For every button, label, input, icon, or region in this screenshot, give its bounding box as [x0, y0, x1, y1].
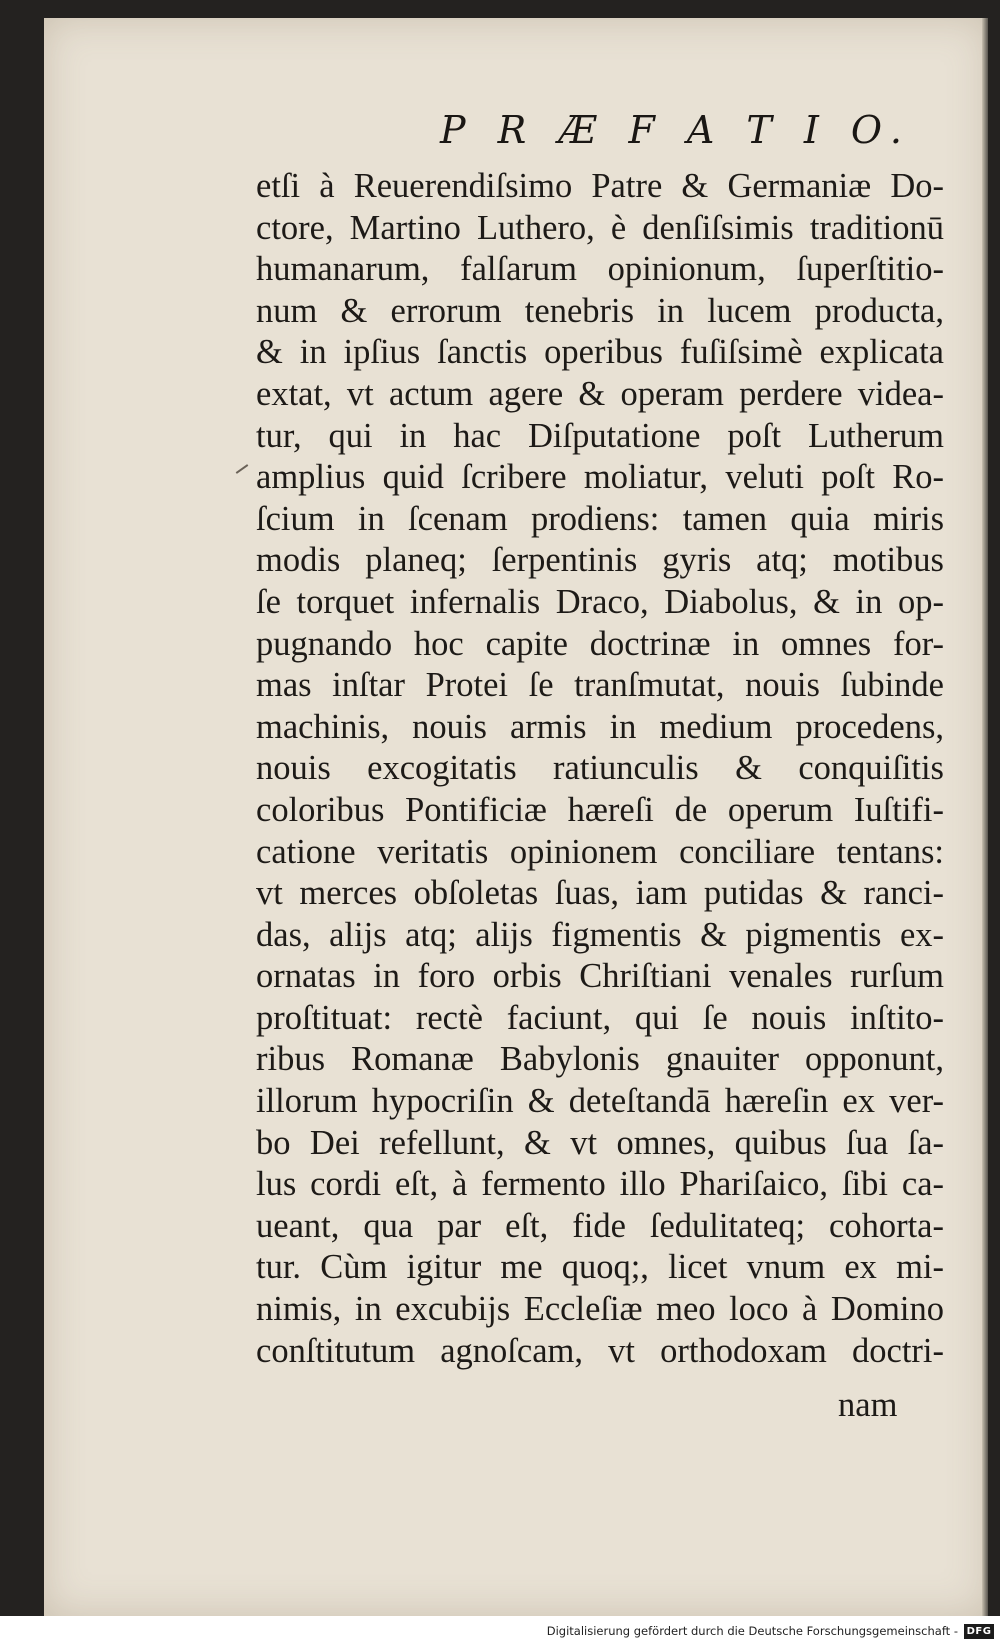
text-line: tur, qui in hac Diſputatione poſt Lutherum — [256, 416, 944, 455]
text-line: das, alijs atq; alijs figmentis & pigmentis ex- — [256, 915, 944, 954]
catchword: nam — [838, 1386, 898, 1424]
text-line: proſtituat: rectè faciunt, qui ſe nouis inſtito- — [256, 998, 944, 1037]
text-line: catione veritatis opinionem conciliare tentans: — [256, 832, 944, 871]
text-line: lus cordi eſt, à fermento illo Phariſaico, ſibi ca- — [256, 1165, 944, 1204]
text-line: ueant, qua par eſt, fide ſedulitateq; cohorta- — [256, 1206, 944, 1245]
text-line: amplius quid ſcribere moliatur, veluti poſt Ro- — [256, 458, 944, 497]
text-line: nouis excogitatis ratiunculis & conquiſitis — [256, 749, 944, 788]
text-line: etſi à Reuerendiſsimo Patre & Germaniæ Do- — [256, 167, 944, 205]
text-line: bo Dei refellunt, & vt omnes, quibus ſua ſa- — [256, 1123, 944, 1162]
text-line: pugnando hoc capite doctrinæ in omnes for- — [256, 624, 944, 663]
text-line: nimis, in excubijs Eccleſiæ meo loco à Domino — [256, 1290, 944, 1329]
text-line: & in ipſius ſanctis operibus fuſiſsimè explicata — [256, 333, 944, 372]
footer-bar — [0, 1616, 1000, 1645]
text-line: num & errorum tenebris in lucem producta, — [256, 291, 944, 330]
dfg-logo: DFG — [964, 1624, 994, 1639]
text-line: mas inſtar Protei ſe tranſmutat, nouis ſubinde — [256, 666, 944, 705]
text-line: extat, vt actum agere & operam perdere videa- — [256, 374, 944, 413]
running-header: P R Æ F A T I O. — [440, 108, 912, 152]
text-line: ornatas in foro orbis Chriſtiani venales rurſum — [256, 957, 944, 996]
text-line: ctore, Martino Luthero, è denſiſsimis traditionū — [256, 208, 944, 247]
text-line: illorum hypocriſin & deteſtandā hæreſin ex ver- — [256, 1082, 944, 1121]
footer-credit: Digitalisierung gefördert durch die Deutsche Forschungsgemeinschaft - — [546, 1624, 958, 1638]
text-line: ribus Romanæ Babylonis gnauiter opponunt, — [256, 1040, 944, 1079]
text-line: ſcium in ſcenam prodiens: tamen quia miris — [256, 499, 944, 538]
text-line: tur. Cùm igitur me quoq;, licet vnum ex mi- — [256, 1248, 944, 1287]
text-line: conſtitutum agnoſcam, vt orthodoxam doctri- — [256, 1331, 944, 1370]
body-text — [256, 166, 944, 1372]
text-line: humanarum, falſarum opinionum, ſuperſtitio- — [256, 250, 944, 289]
text-line: modis planeq; ſerpentinis gyris atq; motibus — [256, 541, 944, 580]
text-line: machinis, nouis armis in medium procedens, — [256, 707, 944, 746]
page-edge — [982, 18, 988, 1616]
text-line: ſe torquet infernalis Draco, Diabolus, & in op- — [256, 582, 944, 621]
text-line: vt merces obſoletas ſuas, iam putidas & ranci- — [256, 874, 944, 913]
text-line: coloribus Pontificiæ hæreſi de operum Iuſtifi- — [256, 790, 944, 829]
